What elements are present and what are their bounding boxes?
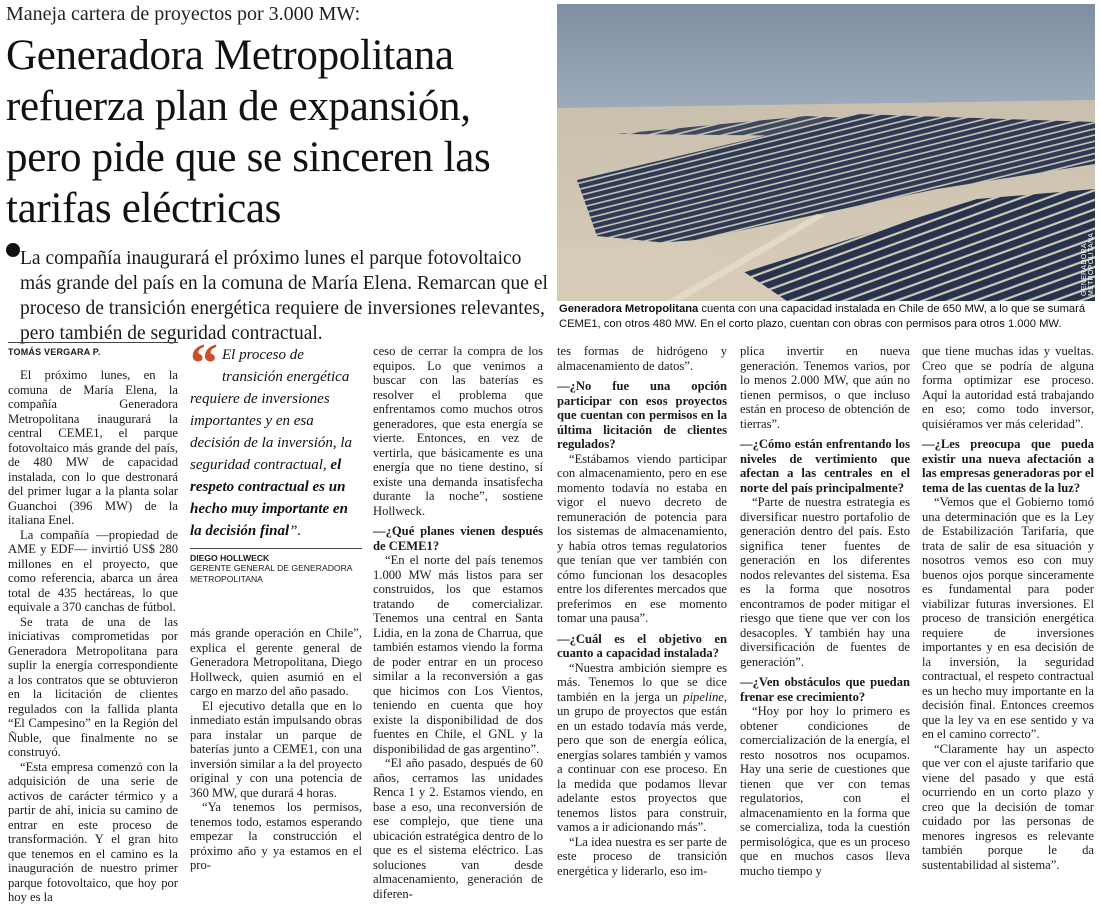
headline: Generadora Metropolitana refuerza plan de expansión, pero pide que se sinceren las tarifas eléctricas [6,32,491,232]
text-run: “Nuestra ambición siempre es más. Tenemos lo que se dice también en la jerga un [557,660,727,704]
quote-author: DIEGO HOLLWECK [190,553,270,563]
caption-text: cuenta con una capacidad instalada en Chile de 650 MW, a lo que se sumará CEME1, con otros 480 MW. En el corto plazo, cuentan con obras con permisos para otros 1.000 MW. [559,303,1086,330]
quote-mark-icon: “ [190,333,218,395]
solar-farm-illustration [557,4,1095,301]
paragraph: “Hoy por hoy lo primero es obtener condiciones de comercialización de la energía, el resto nosotros nos ocupamos. Hay una serie de cuestiones que tienen que ver con temas regulatorios, con el almacenamiento en la forma que se comercializa, toda la cuestión permisológica, que es un proceso que en muchos casos lleva mucho tiempo y [740,704,910,878]
interview-question: —¿No fue una opción participar con esos proyectos que cuentan con permisos en la última licitación de clientes regulados? [557,379,727,451]
text-run: , un grupo de proyectos que están en un estado todavía más verde, pero que son de energía eólica, energías solares también y vamos a continuar con ese proceso. En la medida que podamos llevar adelante estos proyectos que tenemos listos para construir, vamos a ir adicionando más”. [557,689,727,834]
article-column-3 [373,344,543,901]
photo-credit: GENERADORA METROPOLITANA [1081,232,1095,296]
interview-question: —¿Qué planes vienen después de CEME1? [373,524,543,553]
paragraph [557,661,727,835]
paragraph: ceso de cerrar la compra de los equipos. Lo que venimos a buscar con las baterías es resolver el problema que enfrentamos como muchos otros generadores, que esta energía se vierte. Entonces, en vez de vertirla, que básicamente es una energía que no tiene destino, sí existe una demanda insatisfecha durante la noche”, sostiene Hollweck. [373,344,543,518]
paragraph: El ejecutivo detalla que en lo inmediato están impulsando obras para instalar un parque de baterías junto a CEME1, con una inversión similar a la del proyecto original y con una potencia de 360 MW, que durará 4 horas. [190,698,362,800]
lede-bullet [6,243,20,257]
caption-lead: Generadora Metropolitana [559,303,699,315]
quote-part2: ”. [289,523,302,539]
interview-question: —¿Les preocupa que pueda existir una nueva afectación a las empresas generadoras por el tema de las cuentas de la luz? [922,437,1094,495]
paragraph: “Parte de nuestra estrategia es diversificar nuestro portafolio de generación dentro del país. Esto significa tener fuentes de generación en los diferentes nodos relevantes del sistema. Esa es la forma que nosotros encontramos de poder mitigar el riesgo que tiene que ver con los desacoples. Y también hay una diversificación de fuentes de generación”. [740,495,910,669]
paragraph: “Vemos que el Gobierno tomó una determinación que es la Ley de Estabilización Tarifaria, que trata de salir de esa situación y nosotros vemos eso con muy buenos ojos porque sinceramente es fundamental para poder viabilizar futuras inversiones. El proceso de transición energética requiere de inversiones importantes y en esa decisión de la inversión, la seguridad contractual, el respeto contractual es un hecho muy importante en la decisión final. Entonces creemos que la ley va en ese sentido y va en el camino correcto”. [922,495,1094,741]
paragraph: “La idea nuestra es ser parte de este proceso de transición energética y liderarlo, eso im- [557,834,727,878]
quote-rule [190,548,362,549]
quote-part1: El proceso de transición energética requiere de inversiones importantes y en esa decisión de la inversión, la seguridad contractual, [190,347,353,473]
interview-question: —¿Ven obstáculos que puedan frenar ese crecimiento? [740,675,910,704]
lede: La compañía inaugurará el próximo lunes el parque fotovoltaico más grande del país en la comuna de María Elena. Remarcan que el proceso de transición energética requiere de inversiones relevantes, pero también de seguridad contractual. [20,248,548,344]
paragraph: más grande operación en Chile”, explica el gerente general de Generadora Metropolitana, Diego Hollweck, quien asumió en el cargo en marzo del año pasado. [190,626,362,698]
article-column-6 [922,344,1094,872]
quote-author-role: GERENTE GENERAL DE GENERADORA METROPOLITANA [190,563,353,584]
byline-rule [8,342,178,343]
kicker: Maneja cartera de proyectos por 3.000 MW: [6,3,361,25]
paragraph: Se trata de una de las iniciativas comprometidas por Generadora Metropolitana para suplir la energía correspondiente a los contratos que se obtuvieron en la licitación de clientes regulados con la fallida planta “El Campesino” en la Región del Ñuble, que finalmente no se construyó. [8,614,178,759]
paragraph: “Estábamos viendo participar con almacenamiento, pero en ese momento todavía no estaba en vigor el nuevo decreto de remuneración de potencia para los sistemas de almacenamiento, y había otros temas regulatorios que tenían que ver también con cómo funcionan los desacoples entre los diferentes mercados que preferimos en ese momento tomar una pausa”. [557,451,727,625]
byline: TOMÁS VERGARA P. [8,347,101,357]
solar-farm-photo [557,4,1095,301]
pull-quote [190,333,362,585]
paragraph: que tiene muchas idas y vueltas. Creo que se podría de alguna forma optimizar ese proceso. Aquí la autoridad está trabajando en eso; como todo inversor, quisiéramos ver más celeridad”. [922,344,1094,431]
paragraph: “Esta empresa comenzó con la adquisición de una serie de activos de carácter térmico y a partir de ahí, inicia su camino de entrar en este proceso de transformación. Y el gran hito que tenemos en el camino es la inauguración de nuestro primer parque fotovoltaico, que hoy por hoy es la [8,759,178,904]
article-column-4 [557,344,727,878]
interview-question: —¿Cuál es el objetivo en cuanto a capacidad instalada? [557,631,727,660]
article-column-1 [8,368,178,905]
paragraph: La compañía —propiedad de AME y EDF— invirtió US$ 280 millones en el proyecto, que como referencia, abarca un área total de 435 hectáreas, lo que equivale a 370 canchas de fútbol. [8,527,178,614]
article-column-5 [740,344,910,878]
paragraph: “Ya tenemos los permisos, tenemos todo, estamos esperando empezar la construcción el próximo año y ya estamos en el pro- [190,800,362,872]
paragraph: “El año pasado, después de 60 años, cerramos las unidades Renca 1 y 2. Estamos viendo, en base a eso, una reconversión de ese complejo, que tiene una ubicación estratégica dentro de lo que es el sistema eléctrico. Las soluciones van desde almacenamiento, generación de diferen- [373,756,543,901]
photo-caption [559,302,1097,331]
paragraph: “En el norte del país tenemos 1.000 MW más listos para ser construidos, los que estamos tratando de comercializar. Tenemos una central en Santa Lidia, en la zona de Charrua, que también estamos viendo la forma de poder entrar en un proceso similar a la reconversión a gas que hicimos con Los Vientos, teniendo en cuenta que hoy existe la disponibilidad de dos fuentes en Chile, el GNL y la disponibilidad de gas argentino”. [373,553,543,756]
article-column-2 [190,626,362,873]
paragraph: El próximo lunes, en la comuna de María Elena, la compañía Generadora Metropolitana inaugurará la central CEME1, el parque fotovoltaico más grande del país, de 480 MW de capacidad instalada, con lo que destronará del primer lugar a la planta solar Guanchoi (396 MW) de la italiana Enel. [8,368,178,527]
paragraph: plica invertir en nueva generación. Tenemos varios, por lo menos 2.000 MW, que aún no tienen permisos, o que incluso están en proceso de obtención de tierras”. [740,344,910,431]
italic-term: pipeline [683,689,724,704]
quote-bold: el respeto contractual es un hecho muy importante en la decisión final [190,457,348,539]
paragraph: “Claramente hay un aspecto que ver con el ajuste tarifario que viene del pasado y que está ocurriendo en un corto plazo y creo que la decisión de tomar cuidado por las personas de menores ingresos es relevante también porque le da sustentabilidad al sistema”. [922,741,1094,872]
paragraph: tes formas de hidrógeno y almacenamiento de datos”. [557,344,727,373]
interview-question: —¿Cómo están enfrentando los niveles de vertimiento que afectan a las centrales en el norte del país principalmente? [740,437,910,495]
